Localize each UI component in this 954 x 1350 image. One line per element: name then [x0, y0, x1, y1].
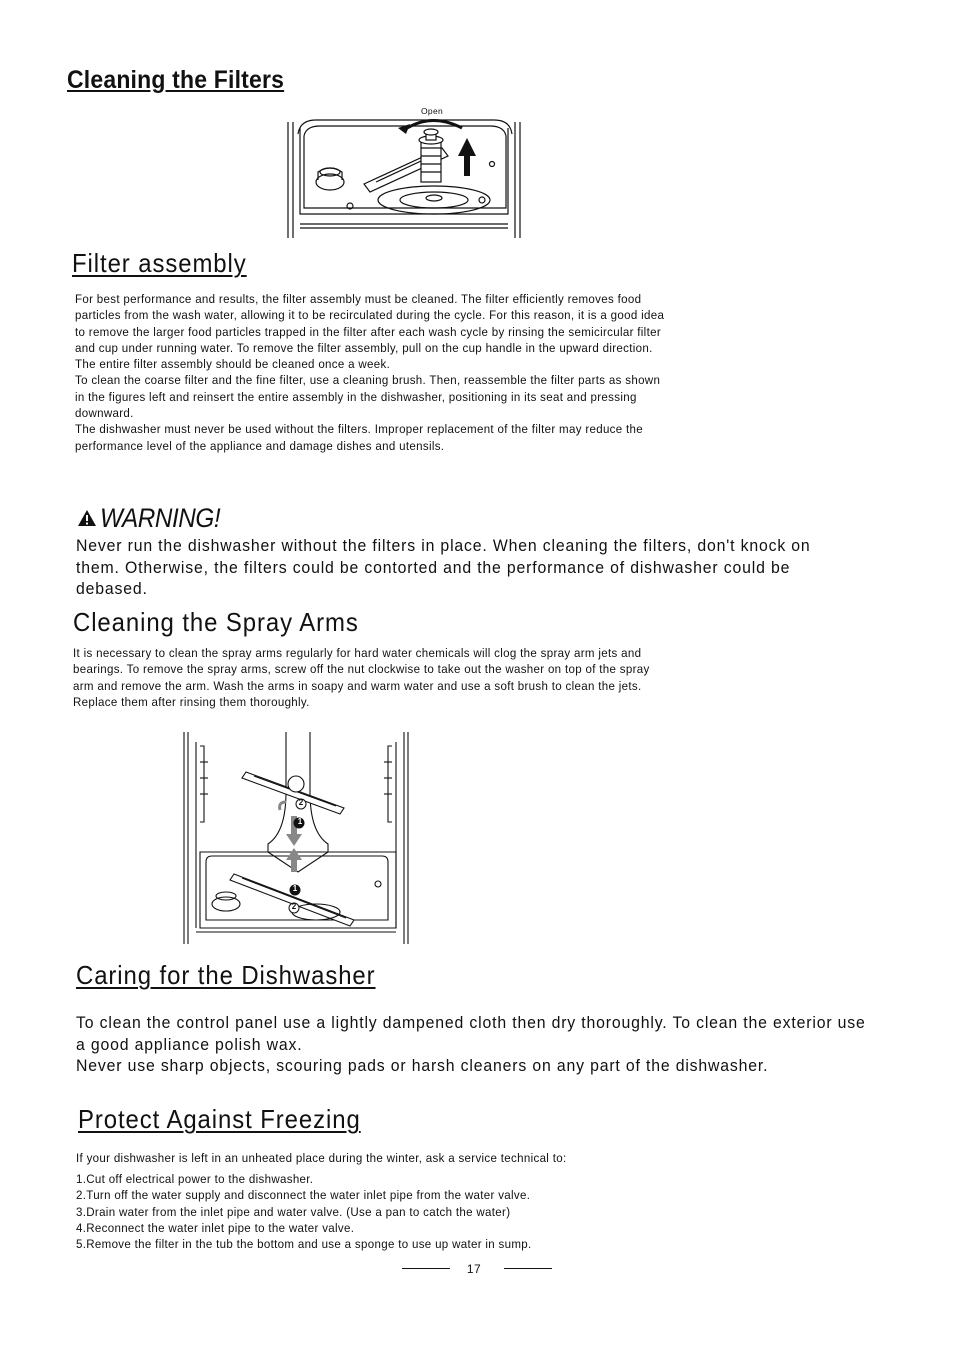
section-title-spray-arms: Cleaning the Spray Arms [73, 607, 359, 637]
footer-rule-right [504, 1268, 552, 1269]
freezing-intro: If your dishwasher is left in an unheated place during the winter, ask a service technical to: [76, 1151, 567, 1165]
step-1-badge-upper: 1 [297, 817, 303, 826]
step-2-badge-upper: 2 [298, 798, 304, 807]
filter-assembly-body [75, 291, 670, 454]
freezing-step: 5.Remove the filter in the tub the bottom and use a sponge to use up water in sump. [76, 1237, 532, 1252]
freezing-steps [76, 1171, 671, 1252]
section-title-freezing: Protect Against Freezing [78, 1104, 361, 1134]
section-title-cleaning-filters: Cleaning the Filters [67, 66, 285, 94]
filter-assembly-paragraph: For best performance and results, the filter assembly must be cleaned. The filter efficiently removes food particles from the wash water, allowing it to be recirculated during the cycle. For this reason, it is a good idea to remove the larger food particles trapped in the filter after each wash cycle by rinsing the semicircular filter and cup under running water. To remove the filter assembly, pull on the cup handle in the upward direction. The entire filter assembly should be cleaned once a week. [75, 292, 665, 372]
spray-arm-illustration [182, 732, 412, 944]
filter-assembly-paragraph: To clean the coarse filter and the fine filter, use a cleaning brush. Then, reassemble the filter parts as shown in the figures left and reinsert the entire assembly in the dishwasher, positioning in its seat and pressing downward. [75, 373, 661, 421]
filter-assembly-paragraph: The dishwasher must never be used without the filters. Improper replacement of the filter may reduce the performance level of the appliance and damage dishes and utensils. [75, 422, 644, 453]
step-2-badge-lower: 2 [291, 902, 297, 911]
freezing-step: 2.Turn off the water supply and disconnect the water inlet pipe from the water valve. [76, 1188, 531, 1203]
warning-text: Never run the dishwasher without the filters in place. When cleaning the filters, don't knock on them. Otherwise, the filters could be contorted and the performance of dishwasher could be debased. [76, 536, 811, 598]
freezing-step: 1.Cut off electrical power to the dishwasher. [76, 1172, 314, 1186]
warning-title: WARNING! [100, 503, 221, 533]
freezing-step: 3.Drain water from the inlet pipe and water valve. (Use a pan to catch the water) [76, 1204, 511, 1219]
filter-removal-illustration [286, 104, 522, 238]
caring-paragraph: Never use sharp objects, scouring pads or harsh cleaners on any part of the dishwasher. [76, 1056, 769, 1075]
open-label: Open [421, 106, 443, 116]
page-number: 17 [466, 1262, 482, 1276]
caring-body [76, 1012, 878, 1077]
freezing-step: 4.Reconnect the water inlet pipe to the water valve. [76, 1220, 355, 1235]
step-1-badge-lower: 1 [292, 884, 298, 893]
section-title-caring: Caring for the Dishwasher [76, 960, 376, 990]
spray-arms-body: It is necessary to clean the spray arms regularly for hard water chemicals will clog the spray arm jets and bearings. To remove the spray arms, screw off the nut clockwise to take out the washer on top of the spray arm and remove the arm. Wash the arms in soapy and warm water and use a soft brush to clean the jets. Replace them after rinsing them thoroughly. [73, 646, 650, 709]
caring-paragraph: To clean the control panel use a lightly dampened cloth then dry thoroughly. To clean the exterior use a good appliance polish wax. [76, 1013, 866, 1054]
section-title-filter-assembly: Filter assembly [72, 248, 247, 278]
warning-triangle-icon [78, 510, 96, 526]
footer-rule-left [402, 1268, 450, 1269]
